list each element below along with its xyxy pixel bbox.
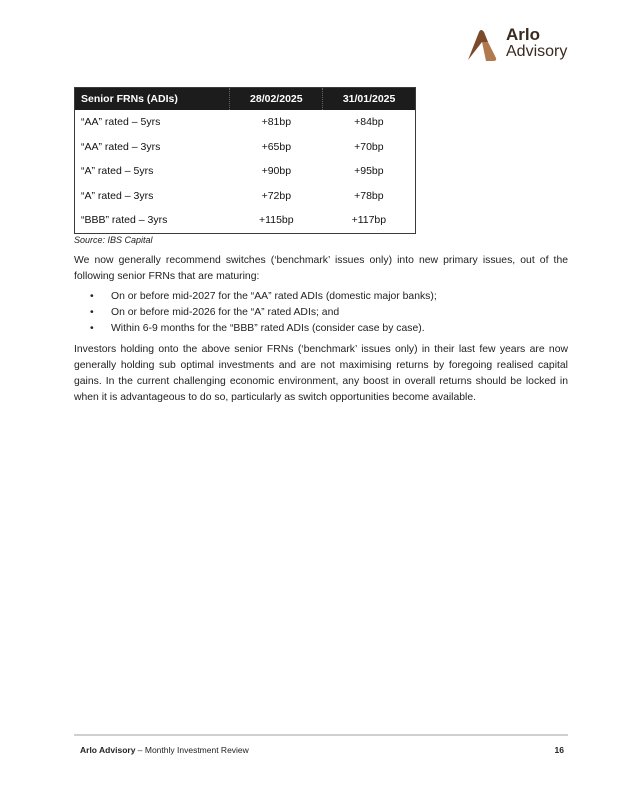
footer-title: – Monthly Investment Review xyxy=(135,745,249,755)
logo-name: Arlo xyxy=(506,25,540,44)
table-cell: +65bp xyxy=(261,140,292,153)
table-cell: “AA” rated – 3yrs xyxy=(81,140,161,153)
list-item: • On or before mid-2026 for the “A” rated ADIs; and xyxy=(74,305,568,321)
header-cell: 31/01/2025 xyxy=(323,88,416,111)
maturity-bullet-list xyxy=(74,289,568,337)
table-row xyxy=(75,110,416,135)
table-cell: +90bp xyxy=(261,165,292,178)
table-cell: +70bp xyxy=(354,140,384,153)
table-cell: “BBB” rated – 3yrs xyxy=(81,214,168,227)
footer-divider xyxy=(74,734,568,736)
header-cell: Senior FRNs (ADIs) xyxy=(75,88,230,111)
table-header-row xyxy=(75,88,416,111)
table-row xyxy=(75,135,416,160)
table-cell: “A” rated – 5yrs xyxy=(81,165,154,178)
logo-sub: Advisory xyxy=(506,43,568,60)
list-item: • On or before mid-2027 for the “AA” rated ADIs (domestic major banks); xyxy=(74,289,568,305)
table-cell: “AA” rated – 5yrs xyxy=(81,116,161,129)
page-footer xyxy=(80,745,564,755)
footer-brand: Arlo Advisory xyxy=(80,745,136,755)
table-cell: +117bp xyxy=(351,214,387,227)
list-item: • Within 6-9 months for the “BBB” rated ADIs (consider case by case). xyxy=(74,321,568,337)
table-cell: +84bp xyxy=(354,116,384,129)
arlo-advisory-logo xyxy=(466,26,576,64)
table-row xyxy=(75,159,416,184)
table-cell: +81bp xyxy=(261,116,292,129)
table-cell: +115bp xyxy=(259,214,294,227)
table-row xyxy=(75,208,416,233)
paragraph-investors: Investors holding onto the above senior FRNs (‘benchmark’ issues only) in their last few years are now generally holding sub optimal investments and are not maximising returns by foregoing realised capital gains. In the current challenging economic environment, any boost in overall returns should be locked in when it is advantageous to do so, particularly as switch opportunities become available. xyxy=(74,344,568,403)
arlo-mark-icon xyxy=(466,28,500,62)
table-cell: “A” rated – 3yrs xyxy=(81,189,154,202)
table-row xyxy=(75,184,416,209)
table-cell: +78bp xyxy=(354,189,384,202)
header-cell: 28/02/2025 xyxy=(230,88,323,111)
frn-spread-table xyxy=(74,87,416,234)
table-cell: +95bp xyxy=(354,165,384,178)
paragraph-recommendation: We now generally recommend switches (‘benchmark’ issues only) into new primary issues, out of the following senior FRNs that are maturing: xyxy=(74,255,568,282)
page-number: 16 xyxy=(554,745,564,755)
table-source: Source: IBS Capital xyxy=(74,235,153,245)
table-cell: +72bp xyxy=(261,189,292,202)
